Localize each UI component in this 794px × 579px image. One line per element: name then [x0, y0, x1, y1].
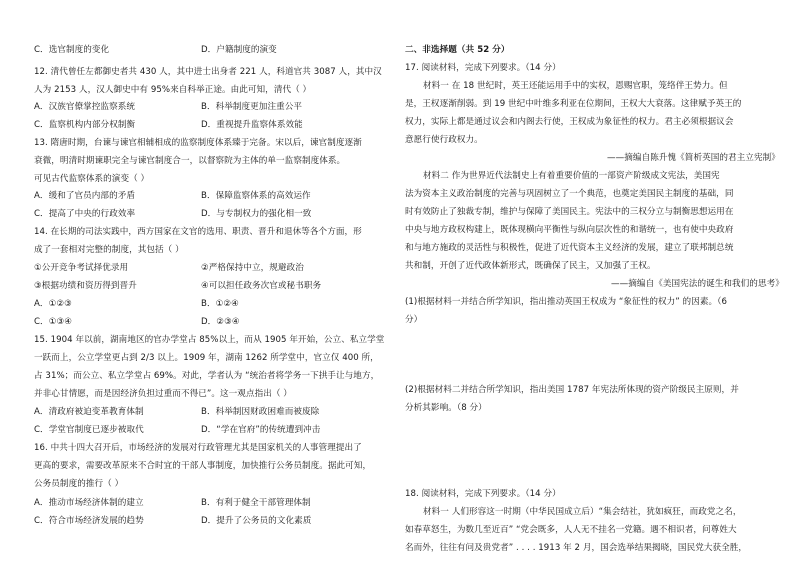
q13-stem-line-1: 13. 隋唐时期，台谏与谏官相辅相成的监察制度体系臻于完备。宋以后，谏官制度逐渐 — [34, 138, 362, 148]
q12-option-a: A．汉族官僚掌控监察系统 — [34, 102, 136, 112]
q17-material2-line-3: 时有效防止了独裁专制，维护与保障了美国民主。宪法中的三权分立与制衡思想运用在 — [405, 207, 734, 217]
q15-stem-line-1: 15. 1904 年以前，湖南地区的官办学堂占 85%以上，而从 1905 年开始，公立、私立学堂 — [34, 335, 385, 345]
q16-option-b: B．有利于健全干部管理体制 — [201, 498, 311, 508]
q17-material1-line-3: 权力，实际上都是通过议会和内阁去行使，王权成为象征性的权力。君主必须根据议会 — [405, 117, 734, 127]
q12-stem-line-2: 人为 2153 人，汉人御史中有 95%来自科举正途。由此可知，清代（ ） — [34, 85, 312, 95]
q12-option-d: D．重视提升监察体系效能 — [201, 120, 303, 130]
q17-material2-line-6: 共和制，开创了近代政体新形式，既确保了民主，又加强了王权。 — [405, 261, 656, 271]
q13-option-a: A．缓和了官员内部的矛盾 — [34, 191, 136, 201]
q17-material2-line-5: 和与地方施政的灵活性与积极性，促进了近代资本主义经济的发展，建立了联邦制总统 — [405, 243, 734, 253]
q17-material1-line-2: 是，王权逐渐削弱。到 19 世纪中叶维多利亚在位期间，王权大大衰落。这律赋予英王的 — [405, 99, 742, 109]
q16-option-c: C．符合市场经济发展的趋势 — [34, 516, 144, 526]
q15-stem-line-2: 一跃而上，公立学堂更占到 2/3 以上。1909 年，湖南 1262 所学堂中，官立仅 400 所， — [34, 353, 379, 363]
q15-stem-line-4: 并非心甘情愿，而是因经济负担过重而不得已”。这一观点指出（ ） — [34, 389, 292, 399]
q13-option-b: B．保障监察体系的高效运作 — [201, 191, 311, 201]
q18-material1-line-3: 名而外，往往有问及贵党者” . . . . 1913 年 2 月，国会选举结果揭晓，国民党大获全胜， — [405, 543, 748, 553]
q15-option-b: B．科举制因财政困难而被废除 — [201, 407, 320, 417]
q14-option-b: B．①②④ — [201, 299, 239, 309]
q11-option-d: D．户籍制度的演变 — [201, 45, 277, 55]
q15-option-d: D．“学在官府”的传统遭到冲击 — [201, 425, 321, 435]
q17-subquestion1-line-2: 分） — [405, 315, 423, 325]
q12-option-b: B．科举制度更加注重公平 — [201, 102, 303, 112]
q16-stem-line-3: 公务员制度的推行（ ） — [34, 479, 124, 489]
q14-stem-line-2: 成了一套相对完整的制度，其包括（ ） — [34, 245, 184, 255]
q14-item-2: ②严格保持中立，规避政治 — [201, 263, 304, 273]
q11-option-c: C．选官制度的变化 — [34, 45, 110, 55]
q16-stem-line-2: 更高的要求，需要改革原来不合时宜的干部人事制度，加快推行公务员制度。据此可知， — [34, 461, 372, 471]
q17-subquestion1-line-1: (1)根据材料一并结合所学知识，指出推动英国王权成为 “象征性的权力” 的因素。（6 — [405, 297, 727, 307]
q12-option-c: C．监察机构内部分权制衡 — [34, 120, 136, 130]
q17-material2-line-1: 材料二 作为世界近代法制史上有着重要价值的一部资产阶级成文宪法，美国宪 — [423, 171, 720, 181]
q18-heading: 18. 阅读材料，完成下列要求。（14 分） — [405, 489, 561, 499]
q17-subquestion2-line-2: 分析其影响。（8 分） — [405, 403, 487, 413]
q15-option-c: C．学堂官制度已逐步被取代 — [34, 425, 144, 435]
q14-item-1: ①公开竞争考试择优录用 — [34, 263, 129, 273]
q13-option-c: C．提高了中央的行政效率 — [34, 209, 136, 219]
q16-option-d: D．提升了公务员的文化素质 — [201, 516, 312, 526]
q16-stem-line-1: 16. 中共十四大召开后，市场经济的发展对行政管理尤其是国家机关的人事管理提出了 — [34, 443, 362, 453]
q17-material2-source: ——摘编自《美国宪法的诞生和我们的思考》 — [611, 279, 784, 289]
q17-material2-line-2: 法为资本主义政治制度的完善与巩固树立了一个典范，也奠定美国民主制度的基础，同 — [405, 189, 734, 199]
q13-option-d: D．与专制权力的强化相一致 — [201, 209, 312, 219]
q18-material1-line-2: 如春草怒生，为数几至近百” “党会既多，人人无不挂名一党籍。遇不相识者，问尊姓大 — [405, 525, 737, 535]
q13-stem-line-2: 衰微，明清时期谏职完全与谏官制度合一，以督察院为主体的单一监察制度体系。 — [34, 156, 346, 166]
q14-stem-line-1: 14. 在长期的司法实践中，西方国家在文官的选用、职责、晋升和退休等各个方面，形 — [34, 227, 362, 237]
q17-material1-line-4: 意愿行使行政权力。 — [405, 135, 483, 145]
q14-item-4: ④可以担任政务次官或秘书职务 — [201, 281, 322, 291]
q17-subquestion2-line-1: (2)根据材料二并结合所学知识，指出美国 1787 年宪法所体现的资产阶级民主原则，并 — [405, 385, 739, 395]
q15-option-a: A．清政府被迫变革教育体制 — [34, 407, 144, 417]
q16-option-a: A．推动市场经济体制的建立 — [34, 498, 144, 508]
q15-stem-line-3: 占 31%；而公立、私立学堂占 69%。对此，学者认为 “统治者将学务一下拱手让与地方， — [34, 371, 380, 381]
q17-heading: 17. 阅读材料，完成下列要求。（14 分） — [405, 63, 561, 73]
section-title: 二、非选择题（共 52 分） — [405, 45, 510, 55]
q12-stem-line-1: 12. 清代曾任左都御史者共 430 人，其中进士出身者 221 人，科道官共 3087 人，其中汉 — [34, 67, 382, 77]
q14-item-3: ③根据功绩和资历得到晋升 — [34, 281, 137, 291]
q14-option-c: C．①③④ — [34, 317, 72, 327]
q14-option-a: A．①②③ — [34, 299, 72, 309]
q13-stem-line-3: 可见古代监察体系的演变（ ） — [34, 174, 150, 184]
q17-material1-source: ——摘编自陈升愧《简析英国的君主立宪制》 — [607, 153, 780, 163]
q18-material1-line-1: 材料一 人们形容这一时期（中华民国成立后）“集会结社，犹如疯狂，而政党之名， — [423, 507, 742, 517]
q17-material2-line-4: 中央与地方政权构建上，既体现横向平衡性与纵向层次性的和谐统一，也有使中央政府 — [405, 225, 734, 235]
q17-material1-line-1: 材料一 在 18 世纪时，英王还能运用手中的实权，恩赐官职，笼络伴王势力。但 — [423, 81, 728, 91]
q14-option-d: D．②③④ — [201, 317, 240, 327]
